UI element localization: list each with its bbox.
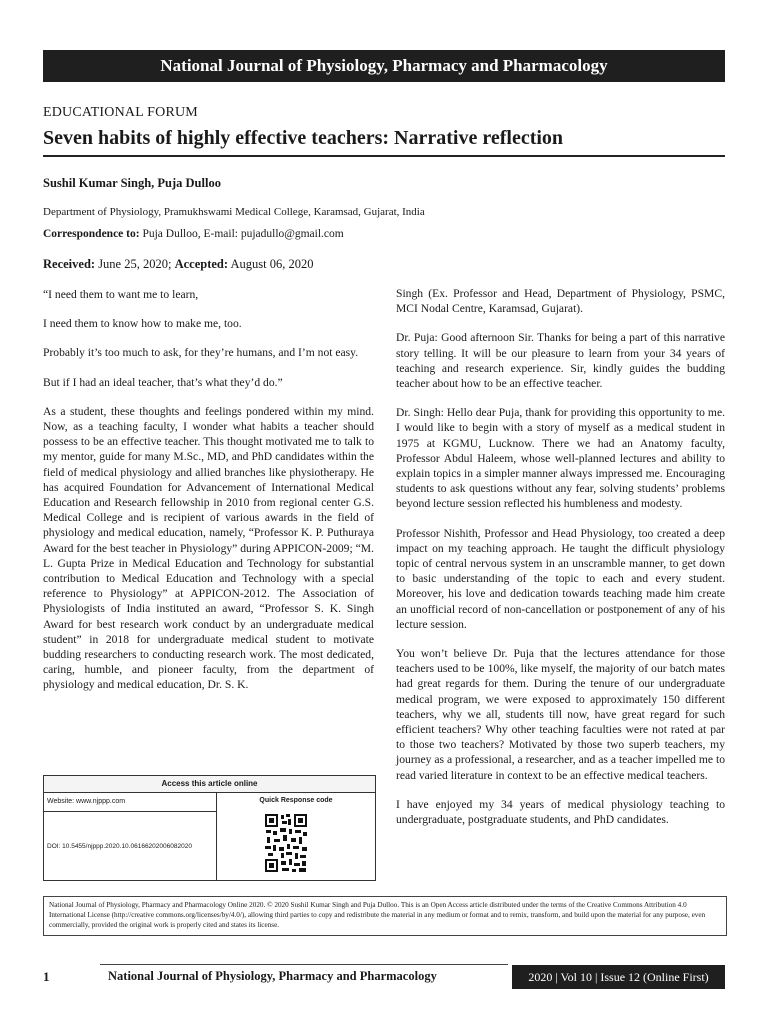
authors: Sushil Kumar Singh, Puja Dulloo xyxy=(43,176,221,190)
qr-code-icon[interactable] xyxy=(264,813,308,873)
paragraph: I have enjoyed my 34 years of medical physiology teaching to undergraduate, postgraduate students, and PhD candidates. xyxy=(396,797,725,827)
journal-banner: National Journal of Physiology, Pharmacy and Pharmacology xyxy=(43,50,725,82)
title-rule xyxy=(43,155,725,157)
right-column xyxy=(396,286,725,841)
paragraph: Probably it’s too much to ask, for they’re humans, and I’m not easy. xyxy=(43,346,359,360)
page-number: 1 xyxy=(43,969,50,984)
received-date: June 25, 2020; xyxy=(95,257,175,271)
paragraph: “I need them to want me to learn, xyxy=(43,288,199,301)
dates xyxy=(43,257,313,272)
paragraph: Professor Nishith, Professor and Head Physiology, too created a deep impact on my teaching approach. He taught the difficult physiology topic of central nervous system in an unscramble manner, to get down to basic understanding of the topic to each and every student. Moreover, his love and dedication towards teaching made him create an unofficial record of non-cancellation or postponement of any of his lecture session. xyxy=(396,526,725,631)
access-right xyxy=(217,793,375,880)
affiliation: Department of Physiology, Pramukhswami Medical College, Karamsad, Gujarat, India xyxy=(43,206,425,218)
paragraph: Singh (Ex. Professor and Head, Department of Physiology, PSMC, MCI Nodal Centre, Karamsad, Gujarat). xyxy=(396,287,725,316)
footer-rule xyxy=(100,964,508,965)
received-label: Received: xyxy=(43,257,96,271)
footer-journal: National Journal of Physiology, Pharmacy and Pharmacology xyxy=(108,969,437,983)
issue-info: 2020 | Vol 10 | Issue 12 (Online First) xyxy=(512,965,725,989)
correspondence xyxy=(43,228,344,240)
qr-label: Quick Response code xyxy=(259,797,333,804)
access-body xyxy=(44,793,375,880)
access-left xyxy=(44,793,217,880)
correspondence-text: Puja Dulloo, E-mail: pujadullo@gmail.com xyxy=(139,228,344,240)
article-title: Seven habits of highly effective teachers: Narrative reflection xyxy=(43,127,564,149)
accepted-label: Accepted: xyxy=(174,257,229,271)
paragraph: You won’t believe Dr. Puja that the lectures attendance for those teachers used to be 100%, like myself, the majority of our batch mates had great regards for them. During the tenure of our undergraduate medical program, we were exposed to approximately 150 different teachers, why we all, students till now, have great regard for such efficient teachers? Why other teaching faculties were not rated at par to those two teachers? Motivated by those two superb teachers, my journey as a professional, a researcher, and as a teacher impelled me to read varied literature in context to be an effective medical teachers. xyxy=(396,647,725,782)
paragraph: I need them to know how to make me, too. xyxy=(43,317,242,331)
access-article-box xyxy=(43,775,376,881)
license-notice: National Journal of Physiology, Pharmacy and Pharmacology Online 2020. © 2020 Sushil Kumar Singh and Puja Dulloo. This is an Open Access article distributed under the terms of the Creative Commons Attribution 4.0 International License (http://creative commons.org/licenses/by/4.0/), allowing third parties to copy and redistribute the material in any medium or format and to remix, transform, and build upon the material for any purpose, even commercially, provided the original work is properly cited and states its license. xyxy=(43,896,727,936)
correspondence-label: Correspondence to: xyxy=(43,228,140,240)
paragraph: As a student, these thoughts and feelings pondered within my mind. Now, as a teaching faculty, I wonder what habits a teacher should possess to be an effective teacher. This thought motivated me to talk to my mentor, guide for many M.Sc., MD, and PhD candidates within the field of medical physiology and allied branches like physiotherapy. He has acquired Foundation for Advancement of International Medical Education and Research fellowship in 2010 from regional center G.S. Medical College and is recipient of various awards in the field of physiology and medical education, namely, “Professor K. P. Puthuraya Award for the best teacher in Physiology” during APPICON-2009; “M. L. Gupta Prize in Medical Education and Technology for substantial contribution to Medical Education and Technology with a special reference to Physiology” at APPICON-2012. The Association of Physiologists of India instituted an award, “Professor S. K. Singh Award for best research work conduct by an undergraduate medical student” in 2018 for undergraduate medical student to motivate budding researchers to conducting research work. The most dedicated, caring, humble, and pioneer faculty, from the department of physiology and medical education, Dr. S. K. xyxy=(43,404,374,692)
doi-text: DOI: 10.5455/njppp.2020.10.06166202006082020 xyxy=(47,843,192,850)
website-link[interactable]: Website: www.njppp.com xyxy=(44,793,216,812)
paragraph: Dr. Singh: Hello dear Puja, thank for providing this opportunity to me. I would like to begin with a story of myself as a medical student in 1975 at KGMU, Lucknow. There we had an Anatomy faculty, Professor Abdul Haleem, whose well-planned lectures and ability to explain topics in a simpler manner always impressed me. Encouraging students to ask questions without any fear, solving students’ problems beyond lecture session reflected his humbleness and modesty. xyxy=(396,406,725,511)
paragraph: But if I had an ideal teacher, that’s what they’d do.” xyxy=(43,375,283,389)
access-heading: Access this article online xyxy=(44,776,375,793)
paragraph: Dr. Puja: Good afternoon Sir. Thanks for being a part of this narrative story telling. It will be our pleasure to learn from your 34 years of teaching and research experience. Sir, kindly guides the budding teacher about how to be an effective teacher. xyxy=(396,331,725,391)
left-column xyxy=(43,287,374,707)
section-label: EDUCATIONAL FORUM xyxy=(43,105,198,120)
accepted-date: August 06, 2020 xyxy=(228,257,314,271)
